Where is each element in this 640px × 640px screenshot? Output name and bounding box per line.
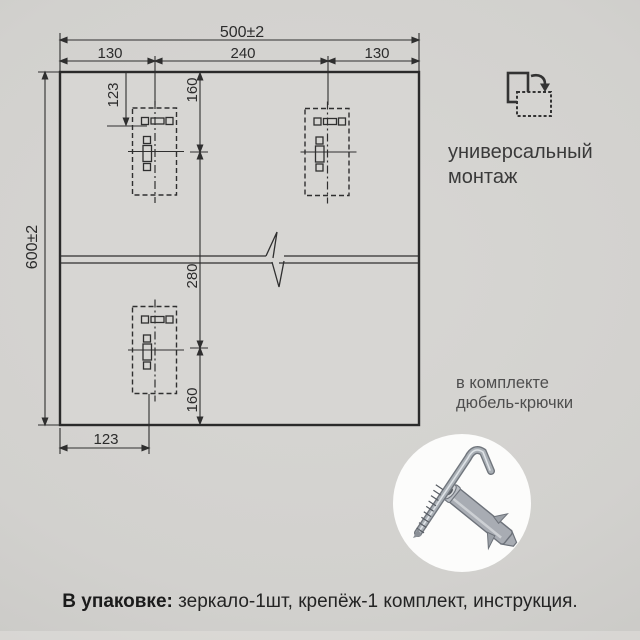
dim-top-slot-offset: 123 [105, 82, 122, 108]
dim-width-right: 130 [364, 45, 390, 62]
dim-middle-span: 280 [184, 263, 201, 289]
bottom-fade-strip [0, 631, 640, 640]
dim-bottom-hole-offset: 160 [184, 387, 201, 413]
universal-mount-line1: универсальный [448, 141, 593, 163]
kit-note-line2: дюбель-крючки [456, 394, 574, 412]
hook-and-dowel-image [393, 434, 531, 572]
package-contents-list: зеркало-1шт, крепёж-1 комплект, инструкция. [172, 591, 578, 612]
dim-height-total: 600±2 [24, 224, 41, 270]
universal-mount-line2: монтаж [448, 166, 518, 188]
kit-note [456, 373, 573, 413]
package-contents [0, 591, 640, 613]
dim-width-center: 240 [230, 45, 256, 62]
package-contents-label: В упаковке: [62, 591, 173, 612]
kit-note-line1: в комплекте [456, 374, 549, 392]
universal-mount-note [448, 140, 593, 190]
dim-width-total: 500±2 [219, 24, 265, 41]
dim-bottom-slot-offset: 123 [93, 431, 119, 448]
dim-width-left: 130 [97, 45, 123, 62]
dim-top-hole-offset: 160 [184, 77, 201, 103]
rotate-orientation-icon [508, 73, 551, 116]
